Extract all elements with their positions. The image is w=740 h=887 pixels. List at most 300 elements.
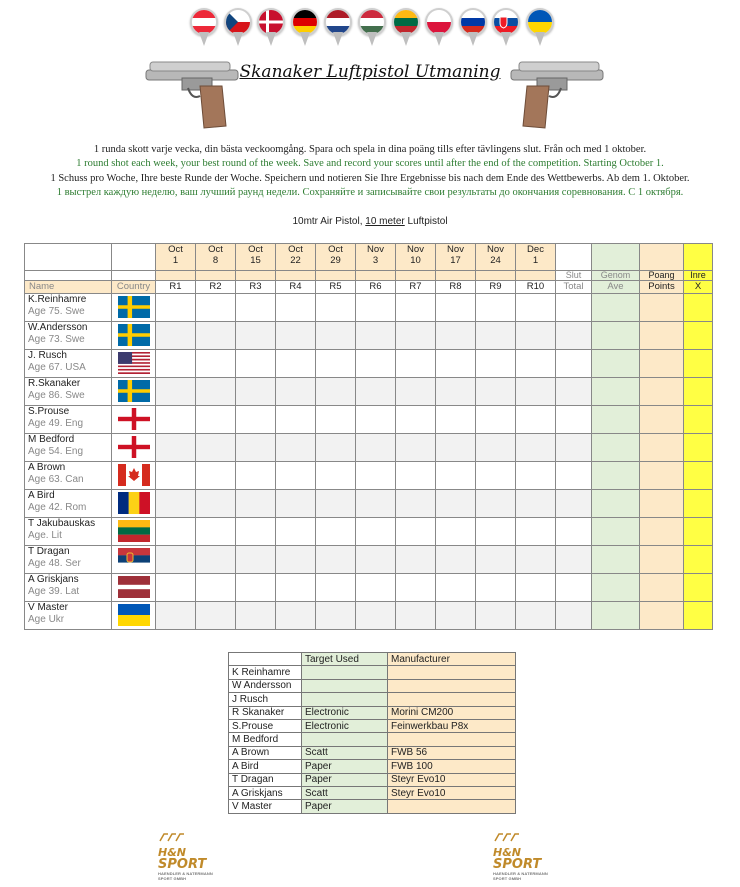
total-cell[interactable] <box>556 602 592 630</box>
austria-flag-icon <box>190 8 218 50</box>
score-input-cell[interactable] <box>316 602 356 630</box>
x-count-cell[interactable] <box>684 602 713 630</box>
competition-subtitle <box>0 216 740 227</box>
score-input-cell[interactable] <box>476 602 516 630</box>
score-input-cell[interactable] <box>236 434 276 462</box>
netherlands-flag-icon <box>324 8 352 50</box>
score-input-cell[interactable] <box>396 490 436 518</box>
equipment-row <box>229 733 516 746</box>
round-date-header: Oct 1 <box>156 244 196 271</box>
points-header: Points <box>640 281 684 294</box>
equipment-shooter: T Dragan <box>229 773 302 786</box>
score-input-cell[interactable] <box>236 378 276 406</box>
score-input-cell[interactable] <box>476 294 516 322</box>
shooter-name: S.Prouse <box>28 406 70 417</box>
score-input-cell[interactable] <box>476 518 516 546</box>
ave-cell[interactable] <box>592 490 640 518</box>
score-input-cell[interactable] <box>396 434 436 462</box>
score-input-cell[interactable] <box>436 350 476 378</box>
shooter-name-cell <box>25 574 112 602</box>
score-input-cell[interactable] <box>356 294 396 322</box>
manufacturer[interactable]: Morini CM200 <box>388 706 516 719</box>
equipment-header-row <box>229 653 516 666</box>
score-input-cell[interactable] <box>316 406 356 434</box>
x-count-cell[interactable] <box>684 462 713 490</box>
manufacturer[interactable] <box>388 733 516 746</box>
shooter-name: K.Reinhamre <box>28 294 87 305</box>
score-input-cell[interactable] <box>316 378 356 406</box>
shooter-name-cell <box>25 378 112 406</box>
score-input-cell[interactable] <box>476 490 516 518</box>
score-input-cell[interactable] <box>516 434 556 462</box>
score-input-cell[interactable] <box>156 406 196 434</box>
shooter-name: A Bird <box>28 490 55 501</box>
score-input-cell[interactable] <box>236 462 276 490</box>
score-input-cell[interactable] <box>396 294 436 322</box>
shooter-age: Age 48. Ser <box>28 558 81 569</box>
manufacturer[interactable] <box>388 666 516 679</box>
score-input-cell[interactable] <box>356 518 396 546</box>
score-input-cell[interactable] <box>196 294 236 322</box>
score-input-cell[interactable] <box>396 378 436 406</box>
round-date-header: Nov 24 <box>476 244 516 271</box>
score-input-cell[interactable] <box>196 490 236 518</box>
score-input-cell[interactable] <box>356 462 396 490</box>
score-input-cell[interactable] <box>516 322 556 350</box>
flag-pins-row <box>190 8 560 50</box>
score-input-cell[interactable] <box>316 490 356 518</box>
score-input-cell[interactable] <box>516 406 556 434</box>
manufacturer[interactable] <box>388 679 516 692</box>
score-input-cell[interactable] <box>196 602 236 630</box>
score-input-cell[interactable] <box>356 322 396 350</box>
score-input-cell[interactable] <box>156 546 196 574</box>
england-flag-icon <box>118 408 150 430</box>
round-date-header: Oct 29 <box>316 244 356 271</box>
score-input-cell[interactable] <box>316 434 356 462</box>
logo-line3: HAENDLER & NATERMANN SPORT GMBH <box>493 871 548 881</box>
hn-sport-logo-right <box>493 829 549 879</box>
shooter-name: T Dragan <box>28 546 70 557</box>
country-cell <box>112 434 156 462</box>
score-input-cell[interactable] <box>316 350 356 378</box>
intro-german: 1 Schuss pro Woche, Ihre beste Runde der Woche. Speichern und notieren Sie Ihre Ergebnisse bis nach dem Ende des Wettbewerbs. Ab dem 1. Oktober. <box>50 172 690 184</box>
score-input-cell[interactable] <box>356 490 396 518</box>
score-input-cell[interactable] <box>196 518 236 546</box>
score-input-cell[interactable] <box>516 294 556 322</box>
score-input-cell[interactable] <box>516 490 556 518</box>
score-input-cell[interactable] <box>156 602 196 630</box>
england-flag-icon <box>118 436 150 458</box>
score-input-cell[interactable] <box>476 546 516 574</box>
sweden-flag-icon <box>118 380 150 402</box>
score-input-cell[interactable] <box>236 294 276 322</box>
score-input-cell[interactable] <box>196 546 236 574</box>
score-input-cell[interactable] <box>476 322 516 350</box>
shooter-row <box>25 462 713 490</box>
russia-flag-icon <box>459 8 487 50</box>
shooter-name: J. Rusch <box>28 350 67 361</box>
score-input-cell[interactable] <box>396 602 436 630</box>
target-used[interactable] <box>302 666 388 679</box>
points-cell[interactable] <box>640 518 684 546</box>
score-input-cell[interactable] <box>356 378 396 406</box>
points-cell[interactable] <box>640 294 684 322</box>
shooter-name-cell <box>25 350 112 378</box>
score-input-cell[interactable] <box>316 518 356 546</box>
logo-line2: SPORT <box>158 857 207 872</box>
score-input-cell[interactable] <box>436 294 476 322</box>
ave-cell[interactable] <box>592 602 640 630</box>
round-date-header: Nov 3 <box>356 244 396 271</box>
score-input-cell[interactable] <box>276 546 316 574</box>
x-count-cell[interactable] <box>684 434 713 462</box>
score-input-cell[interactable] <box>276 322 316 350</box>
shooter-name-cell <box>25 602 112 630</box>
score-input-cell[interactable] <box>396 518 436 546</box>
shooter-age: Age 54. Eng <box>28 446 84 457</box>
denmark-flag-icon <box>257 8 285 50</box>
manufacturer[interactable]: Feinwerkbau P8x <box>388 719 516 732</box>
score-input-cell[interactable] <box>236 322 276 350</box>
score-input-cell[interactable] <box>276 602 316 630</box>
manufacturer[interactable] <box>388 800 516 813</box>
shooter-name-cell <box>25 322 112 350</box>
intro-russian: 1 выстрел каждую неделю, ваш лучший раунд недели. Сохраняйте и записывайте свои результаты до окончания соревнования. С 1 октября. <box>56 187 684 199</box>
score-input-cell[interactable] <box>156 434 196 462</box>
score-input-cell[interactable] <box>356 406 396 434</box>
points-cell[interactable] <box>640 378 684 406</box>
score-input-cell[interactable] <box>236 602 276 630</box>
slovakia-flag-icon <box>492 8 520 50</box>
score-input-cell[interactable] <box>156 294 196 322</box>
score-input-cell[interactable] <box>276 406 316 434</box>
germany-flag-icon <box>291 8 319 50</box>
score-input-cell[interactable] <box>476 434 516 462</box>
shooter-row <box>25 406 713 434</box>
score-input-cell[interactable] <box>396 406 436 434</box>
shooter-name: V Master <box>28 602 69 613</box>
name-header: Name <box>25 281 112 294</box>
equipment-shooter: J Rusch <box>229 693 302 706</box>
score-input-cell[interactable] <box>396 574 436 602</box>
score-input-cell[interactable] <box>516 602 556 630</box>
score-input-cell[interactable] <box>196 378 236 406</box>
total-cell[interactable] <box>556 406 592 434</box>
equipment-row <box>229 719 516 732</box>
round-header: R10 <box>516 281 556 294</box>
score-input-cell[interactable] <box>516 350 556 378</box>
slut-label: Slut <box>556 271 592 281</box>
points-cell[interactable] <box>640 574 684 602</box>
total-cell[interactable] <box>556 378 592 406</box>
score-input-cell[interactable] <box>196 350 236 378</box>
points-cell[interactable] <box>640 350 684 378</box>
score-input-cell[interactable] <box>436 518 476 546</box>
sweden-flag-icon <box>118 324 150 346</box>
shooter-name-cell <box>25 406 112 434</box>
target-used[interactable]: Paper <box>302 773 388 786</box>
ave-cell[interactable] <box>592 322 640 350</box>
total-cell[interactable] <box>556 518 592 546</box>
manufacturer[interactable]: Steyr Evo10 <box>388 786 516 799</box>
serbia-flag-icon <box>118 548 150 570</box>
score-input-cell[interactable] <box>476 350 516 378</box>
score-input-cell[interactable] <box>276 378 316 406</box>
score-input-cell[interactable] <box>276 490 316 518</box>
ave-cell[interactable] <box>592 406 640 434</box>
target-used[interactable]: Electronic <box>302 719 388 732</box>
country-cell <box>112 462 156 490</box>
score-input-cell[interactable] <box>396 462 436 490</box>
ukraine-flag-icon <box>526 8 554 50</box>
score-input-cell[interactable] <box>156 490 196 518</box>
score-input-cell[interactable] <box>436 574 476 602</box>
score-input-cell[interactable] <box>356 602 396 630</box>
score-input-cell[interactable] <box>236 546 276 574</box>
lithuania-flag-icon <box>392 8 420 50</box>
score-input-cell[interactable] <box>276 434 316 462</box>
score-input-cell[interactable] <box>436 546 476 574</box>
score-input-cell[interactable] <box>236 518 276 546</box>
score-input-cell[interactable] <box>356 350 396 378</box>
logo-mark-icon <box>158 832 186 842</box>
score-input-cell[interactable] <box>396 322 436 350</box>
score-input-cell[interactable] <box>156 462 196 490</box>
score-input-cell[interactable] <box>436 602 476 630</box>
score-input-cell[interactable] <box>196 462 236 490</box>
equipment-row <box>229 786 516 799</box>
shooter-name: A Griskjans <box>28 574 79 585</box>
equipment-row <box>229 746 516 759</box>
equipment-shooter: M Bedford <box>229 733 302 746</box>
score-input-cell[interactable] <box>436 406 476 434</box>
total-cell[interactable] <box>556 546 592 574</box>
intro-english: 1 round shot each week, your best round of the week. Save and record your scores until after the end of the competition. Starting October 1. <box>76 158 664 170</box>
blank-cell <box>556 244 592 271</box>
total-cell[interactable] <box>556 574 592 602</box>
shooter-row <box>25 294 713 322</box>
score-input-cell[interactable] <box>156 518 196 546</box>
equipment-shooter: W Andersson <box>229 679 302 692</box>
shooter-age: Age 73. Swe <box>28 334 85 345</box>
shooter-age: Age Ukr <box>28 614 65 625</box>
round-date-header: Nov 10 <box>396 244 436 271</box>
score-input-cell[interactable] <box>356 434 396 462</box>
score-input-cell[interactable] <box>476 406 516 434</box>
round-header: R2 <box>196 281 236 294</box>
shooter-age: Age 75. Swe <box>28 306 85 317</box>
equipment-shooter: K Reinhamre <box>229 666 302 679</box>
target-used[interactable]: Scatt <box>302 786 388 799</box>
intro-swedish: 1 runda skott varje vecka, din bästa veckoomgång. Spara och spela in dina poäng tills efter tävlingens slut. Från och med 1 oktober. <box>93 144 647 155</box>
country-cell <box>112 490 156 518</box>
score-input-cell[interactable] <box>196 406 236 434</box>
round-date-header: Oct 8 <box>196 244 236 271</box>
points-cell[interactable] <box>640 322 684 350</box>
canada-flag-icon <box>118 464 150 486</box>
poland-flag-icon <box>425 8 453 50</box>
ave-cell[interactable] <box>592 518 640 546</box>
score-input-cell[interactable] <box>476 462 516 490</box>
points-cell[interactable] <box>640 434 684 462</box>
score-input-cell[interactable] <box>436 378 476 406</box>
points-cell[interactable] <box>640 406 684 434</box>
score-input-cell[interactable] <box>156 378 196 406</box>
total-cell[interactable] <box>556 490 592 518</box>
total-cell[interactable] <box>556 350 592 378</box>
round-header: R8 <box>436 281 476 294</box>
x-count-cell[interactable] <box>684 490 713 518</box>
x-count-cell[interactable] <box>684 378 713 406</box>
equipment-row <box>229 666 516 679</box>
ave-cell[interactable] <box>592 294 640 322</box>
score-input-cell[interactable] <box>316 462 356 490</box>
shooter-age: Age. Lit <box>28 530 62 541</box>
shooter-row <box>25 350 713 378</box>
round-header: R4 <box>276 281 316 294</box>
score-input-cell[interactable] <box>436 490 476 518</box>
target-used[interactable] <box>302 693 388 706</box>
ave-cell[interactable] <box>592 462 640 490</box>
shooter-age: Age 39. Lat <box>28 586 80 597</box>
x-count-cell[interactable] <box>684 574 713 602</box>
hn-sport-logo-left <box>158 829 214 879</box>
points-cell[interactable] <box>640 462 684 490</box>
target-used[interactable]: Scatt <box>302 746 388 759</box>
score-input-cell[interactable] <box>396 350 436 378</box>
score-input-cell[interactable] <box>276 294 316 322</box>
score-input-cell[interactable] <box>476 378 516 406</box>
score-input-cell[interactable] <box>156 574 196 602</box>
score-input-cell[interactable] <box>196 574 236 602</box>
country-cell <box>112 574 156 602</box>
score-input-cell[interactable] <box>276 462 316 490</box>
score-input-cell[interactable] <box>476 574 516 602</box>
points-header-blank <box>640 244 684 271</box>
score-input-cell[interactable] <box>276 574 316 602</box>
sweden-flag-icon <box>118 296 150 318</box>
score-input-cell[interactable] <box>276 350 316 378</box>
score-input-cell[interactable] <box>516 462 556 490</box>
score-input-cell[interactable] <box>316 294 356 322</box>
score-input-cell[interactable] <box>236 350 276 378</box>
score-input-cell[interactable] <box>356 546 396 574</box>
shooter-row <box>25 602 713 630</box>
shooter-name-cell <box>25 490 112 518</box>
score-input-cell[interactable] <box>236 406 276 434</box>
total-cell[interactable] <box>556 294 592 322</box>
ukraine-flag-icon <box>118 604 150 626</box>
equipment-header-blank <box>229 653 302 666</box>
score-input-cell[interactable] <box>316 574 356 602</box>
score-input-cell[interactable] <box>156 322 196 350</box>
points-cell[interactable] <box>640 546 684 574</box>
x-count-cell[interactable] <box>684 350 713 378</box>
target-used[interactable]: Electronic <box>302 706 388 719</box>
logo-line2: SPORT <box>493 857 542 872</box>
equipment-shooter: A Bird <box>229 760 302 773</box>
score-input-cell[interactable] <box>156 350 196 378</box>
x-count-cell[interactable] <box>684 322 713 350</box>
latvia-flag-icon <box>118 576 150 598</box>
score-input-cell[interactable] <box>356 574 396 602</box>
score-input-cell[interactable] <box>436 462 476 490</box>
shooter-name-cell <box>25 294 112 322</box>
blank-cell <box>25 244 112 271</box>
round-date-header: Dec 1 <box>516 244 556 271</box>
equipment-shooter: A Brown <box>229 746 302 759</box>
score-input-cell[interactable] <box>436 322 476 350</box>
shooter-name-cell <box>25 462 112 490</box>
country-cell <box>112 546 156 574</box>
points-cell[interactable] <box>640 490 684 518</box>
score-input-cell[interactable] <box>196 434 236 462</box>
score-input-cell[interactable] <box>276 518 316 546</box>
shooter-age: Age 63. Can <box>28 474 84 485</box>
ave-cell[interactable] <box>592 350 640 378</box>
score-input-cell[interactable] <box>316 322 356 350</box>
manufacturer[interactable]: FWB 100 <box>388 760 516 773</box>
ave-cell[interactable] <box>592 574 640 602</box>
x-count-cell[interactable] <box>684 546 713 574</box>
target-used[interactable] <box>302 679 388 692</box>
logo-line1: H&N <box>158 846 187 859</box>
shooter-name: A Brown <box>28 462 66 473</box>
score-input-cell[interactable] <box>436 434 476 462</box>
logo-line3: HAENDLER & NATERMANN SPORT GMBH <box>158 871 213 881</box>
ave-cell[interactable] <box>592 378 640 406</box>
country-cell <box>112 602 156 630</box>
score-input-cell[interactable] <box>236 574 276 602</box>
points-cell[interactable] <box>640 602 684 630</box>
manufacturer[interactable] <box>388 693 516 706</box>
score-input-cell[interactable] <box>236 490 276 518</box>
round-header: R7 <box>396 281 436 294</box>
score-input-cell[interactable] <box>516 574 556 602</box>
manufacturer[interactable]: FWB 56 <box>388 746 516 759</box>
score-input-cell[interactable] <box>196 322 236 350</box>
shooter-row <box>25 378 713 406</box>
target-used[interactable] <box>302 733 388 746</box>
round-header: R9 <box>476 281 516 294</box>
shooter-age: Age 86. Swe <box>28 390 85 401</box>
x-count-cell[interactable] <box>684 406 713 434</box>
country-cell <box>112 294 156 322</box>
ave-header-blank <box>592 244 640 271</box>
x-header-blank <box>684 244 713 271</box>
ave-cell[interactable] <box>592 434 640 462</box>
total-cell[interactable] <box>556 322 592 350</box>
target-used[interactable]: Paper <box>302 760 388 773</box>
total-cell[interactable] <box>556 434 592 462</box>
manufacturer[interactable]: Steyr Evo10 <box>388 773 516 786</box>
score-input-cell[interactable] <box>516 378 556 406</box>
score-input-cell[interactable] <box>316 546 356 574</box>
score-table <box>24 243 713 630</box>
x-count-cell[interactable] <box>684 294 713 322</box>
intro-text <box>20 143 720 201</box>
score-input-cell[interactable] <box>396 546 436 574</box>
score-input-cell[interactable] <box>516 546 556 574</box>
ave-cell[interactable] <box>592 546 640 574</box>
genom-label: Genom <box>592 271 640 281</box>
x-header: X <box>684 281 713 294</box>
total-cell[interactable] <box>556 462 592 490</box>
x-count-cell[interactable] <box>684 518 713 546</box>
score-input-cell[interactable] <box>516 518 556 546</box>
target-used[interactable]: Paper <box>302 800 388 813</box>
